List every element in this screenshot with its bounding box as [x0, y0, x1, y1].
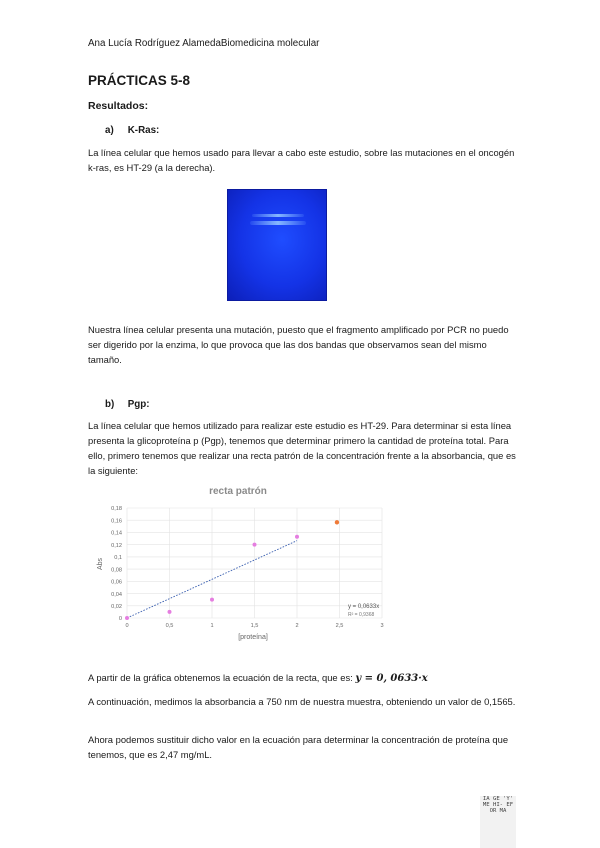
chart-x-axis-label: [proteína]	[238, 634, 268, 641]
chart-gridlines	[127, 508, 382, 618]
gel-band-upper	[252, 214, 304, 217]
gel-electrophoresis-image	[227, 189, 327, 301]
chart-y-tick-label: 0,12	[111, 542, 122, 549]
paragraph-b2	[88, 670, 518, 686]
results-heading: Resultados:	[88, 100, 149, 112]
gel-band-lower	[250, 221, 306, 225]
chart-x-tick-label: 3	[380, 623, 384, 629]
calibration-chart	[92, 482, 392, 642]
section-a-heading	[105, 123, 159, 138]
paragraph-b2-text: A partir de la gráfica obtenemos la ecuación de la recta, que es:	[88, 672, 356, 683]
chart-x-tick-label: 1,5	[250, 623, 259, 629]
regression-equation: y = 0, 0633·x	[355, 673, 428, 684]
chart-y-tick-label: 0,18	[111, 506, 122, 513]
paragraph-a2: Nuestra línea celular presenta una mutación, puesto que el fragmento amplificado por PCR no puedo ser digerido por la enzima, lo que provoca que las dos bandas que observamos sean del mismo tamaño.	[88, 324, 509, 365]
chart-svg	[92, 482, 392, 642]
chart-title: recta patrón	[209, 486, 267, 497]
section-b-letter: b)	[105, 399, 115, 410]
chart-x-tick-label: 2,5	[335, 623, 344, 629]
chart-y-tick-label: 0,02	[111, 603, 122, 610]
chart-x-tick-labels	[125, 623, 383, 629]
section-a-letter: a)	[105, 125, 114, 136]
chart-y-tick-label: 0	[118, 616, 122, 623]
chart-x-tick-label: 0	[125, 623, 129, 629]
paragraph-b3: A continuación, medimos la absorbancia a 750 nm de nuestra muestra, obteniendo un valor de 0,1565.	[88, 696, 516, 707]
chart-y-tick-label: 0,08	[111, 567, 122, 574]
section-a-label: K-Ras:	[127, 125, 160, 136]
chart-data-point	[125, 616, 129, 620]
chart-y-tick-label: 0,06	[111, 579, 122, 586]
chart-r2-label: R² = 0,9368	[348, 612, 375, 618]
chart-sample-point	[335, 520, 339, 524]
page-title: PRÁCTICAS 5-8	[88, 73, 191, 88]
chart-y-axis-label: Abs	[97, 557, 104, 571]
section-b-label: Pgp:	[127, 399, 150, 410]
chart-x-tick-label: 1	[210, 623, 214, 629]
chart-equation-label: y = 0,0633x	[348, 604, 380, 610]
chart-x-tick-label: 2	[295, 623, 299, 629]
paragraph-b1: La línea celular que hemos utilizado para realizar este estudio es HT-29. Para determinar si esta línea presenta la glicoproteína p (Pgp), tenemos que determinar primero la cantidad de proteína total. Para ello, primero tenemos que realizar una recta patrón de la concentración frente a la absorbancia, que es la siguiente:	[88, 420, 516, 476]
chart-data-point	[253, 543, 257, 547]
chart-y-tick-label: 0,14	[111, 530, 122, 537]
chart-y-tick-labels	[111, 506, 122, 622]
section-b-heading	[105, 397, 150, 412]
chart-x-tick-label: 0,5	[165, 623, 174, 629]
chart-y-tick-label: 0,1	[114, 555, 122, 562]
chart-y-tick-label: 0,16	[111, 518, 122, 525]
chart-data-point	[295, 535, 299, 539]
paragraph-a1: La línea celular que hemos usado para llevar a cabo este estudio, sobre las mutaciones en el oncogén k-ras, es HT-29 (a la derecha).	[88, 147, 515, 173]
chart-data-point	[168, 610, 172, 614]
page-header: Ana Lucía Rodríguez AlamedaBiomedicina molecular	[88, 38, 320, 49]
watermark-stamp: IA GE 'Y' ME HI- EF OR MA	[480, 796, 516, 848]
chart-y-tick-label: 0,04	[111, 591, 122, 598]
paragraph-b4: Ahora podemos sustituir dicho valor en la ecuación para determinar la concentración de proteína que tenemos, que es 2,47 mg/mL.	[88, 734, 509, 760]
chart-data-point	[210, 598, 214, 602]
